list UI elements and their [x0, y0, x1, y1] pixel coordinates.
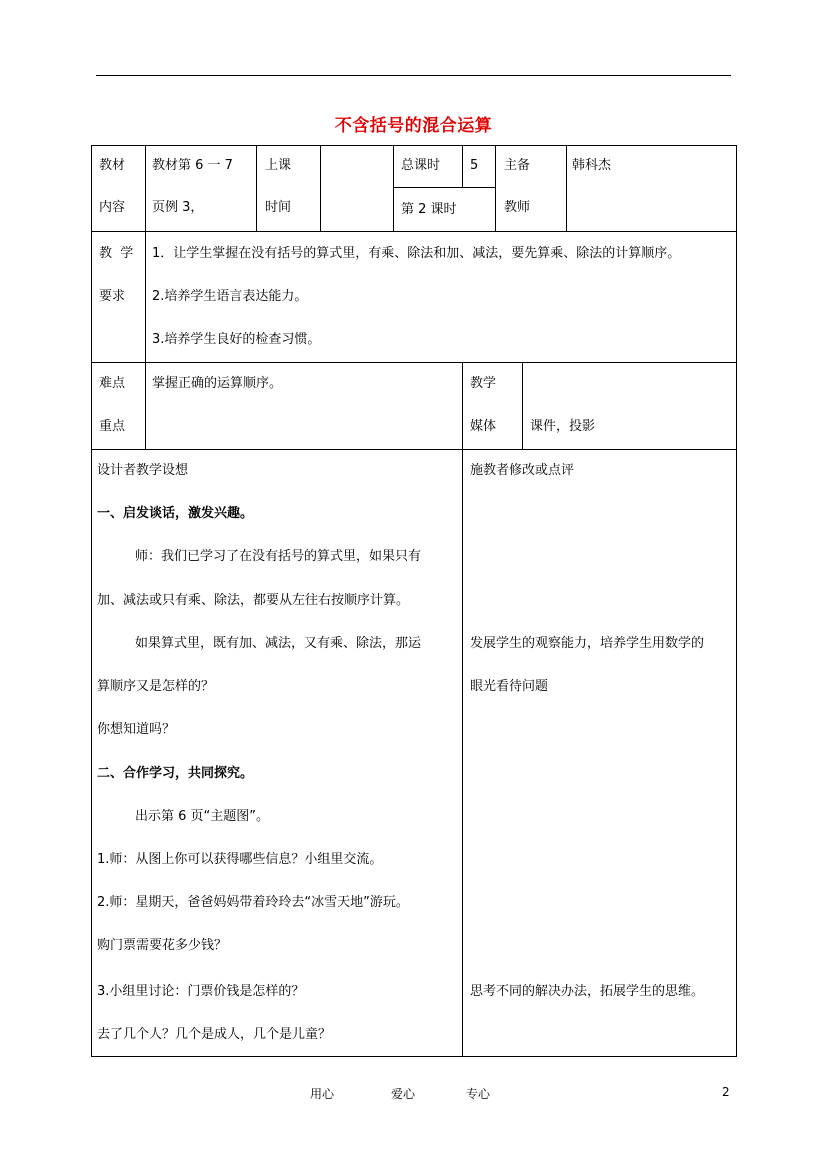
page-title: 不含括号的混合运算 — [334, 116, 493, 136]
difficulty-text: 掌握正确的运算顺序。 — [152, 376, 283, 391]
comment-2: 思考不同的解决办法，拓展学生的思维。 — [470, 984, 705, 999]
row-divider-3 — [91, 449, 737, 450]
requirement-item-3: 3.培养学生良好的检查习惯。 — [152, 332, 321, 347]
col-divider-f — [495, 145, 496, 232]
footer-word-3: 专心 — [466, 1087, 491, 1101]
row-divider-2 — [91, 362, 737, 363]
paragraph-2-line-2: 算顺序又是怎样的？ — [97, 679, 215, 694]
step-3-line-1: 3.小组里讨论：门票价钱是怎样的？ — [97, 984, 305, 999]
col-divider-c — [320, 145, 321, 232]
col-divider-e — [462, 145, 463, 188]
class-time-label-2: 时间 — [265, 200, 292, 215]
comment-1-line-1: 发展学生的观察能力，培养学生用数学的 — [470, 636, 705, 651]
paragraph-1-line-1: 师：我们已学习了在没有括号的算式里，如果只有 — [135, 549, 422, 564]
content-label-2: 内容 — [99, 200, 126, 215]
page-number: 2 — [722, 1085, 730, 1099]
row-divider-1 — [91, 231, 737, 232]
media-value: 课件，投影 — [530, 419, 596, 434]
step-2-line-2: 购门票需要花多少钱？ — [97, 938, 228, 953]
media-label-2: 媒体 — [470, 419, 497, 434]
header-rule — [96, 75, 731, 76]
section-1-title: 一、启发谈话，激发兴趣。 — [97, 506, 254, 521]
show-theme-picture: 出示第 6 页“主题图”。 — [135, 809, 270, 824]
teacher-name: 韩科杰 — [572, 158, 612, 173]
table-border-bottom — [91, 1056, 737, 1057]
col-divider-a — [145, 145, 146, 450]
paragraph-1-line-2: 加、减法或只有乘、除法，都要从左往右按顺序计算。 — [97, 593, 410, 608]
paragraph-2-line-1: 如果算式里，既有加、减法，又有乘、除法，那运 — [135, 636, 422, 651]
requirements-label: 教 学 — [99, 246, 134, 261]
section-2-title: 二、合作学习，共同探究。 — [97, 766, 254, 781]
requirements-label-2: 要求 — [99, 289, 126, 304]
comment-header: 施教者修改或点评 — [470, 463, 575, 478]
design-header: 设计者教学设想 — [97, 463, 189, 478]
col-divider-d — [393, 145, 394, 232]
col-divider-g — [566, 145, 567, 232]
step-2-line-1: 2.师：星期天，爸爸妈妈带着玲玲去“冰雪天地”游玩。 — [97, 895, 409, 910]
media-label: 教学 — [470, 376, 497, 391]
content-label: 教材 — [99, 158, 126, 173]
table-border-top — [91, 145, 737, 146]
requirement-item-2: 2.培养学生语言表达能力。 — [152, 289, 308, 304]
question-line: 你想知道吗？ — [97, 722, 176, 737]
footer-word-1: 用心 — [310, 1087, 335, 1101]
table-border-left — [91, 145, 92, 1057]
row-divider-lesson — [393, 187, 496, 188]
content-value: 教材第 6 一 7 — [152, 158, 233, 173]
col-divider-media — [462, 362, 463, 1057]
total-hours-label: 总课时 — [401, 158, 441, 173]
total-hours-value: 5 — [470, 158, 479, 173]
difficulty-label-2: 重点 — [99, 419, 126, 434]
col-divider-b — [256, 145, 257, 232]
table-border-right — [736, 145, 737, 1057]
content-value-2: 页例 3， — [152, 200, 204, 215]
class-time-label: 上课 — [265, 158, 292, 173]
footer-word-2: 爱心 — [391, 1087, 416, 1101]
difficulty-label: 难点 — [99, 376, 126, 391]
requirement-item-1: 1．让学生掌握在没有括号的算式里，有乘、除法和加、减法，要先算乘、除法的计算顺序。 — [152, 246, 681, 261]
teacher-label: 主备 — [504, 158, 531, 173]
step-1: 1.师：从图上你可以获得哪些信息？小组里交流。 — [97, 852, 383, 867]
lesson-number: 第 2 课时 — [401, 202, 457, 217]
teacher-label-2: 教师 — [504, 200, 531, 215]
step-3-line-2: 去了几个人？几个是成人，几个是儿童？ — [97, 1027, 332, 1042]
col-divider-media-value — [522, 362, 523, 450]
comment-1-line-2: 眼光看待问题 — [470, 679, 549, 694]
